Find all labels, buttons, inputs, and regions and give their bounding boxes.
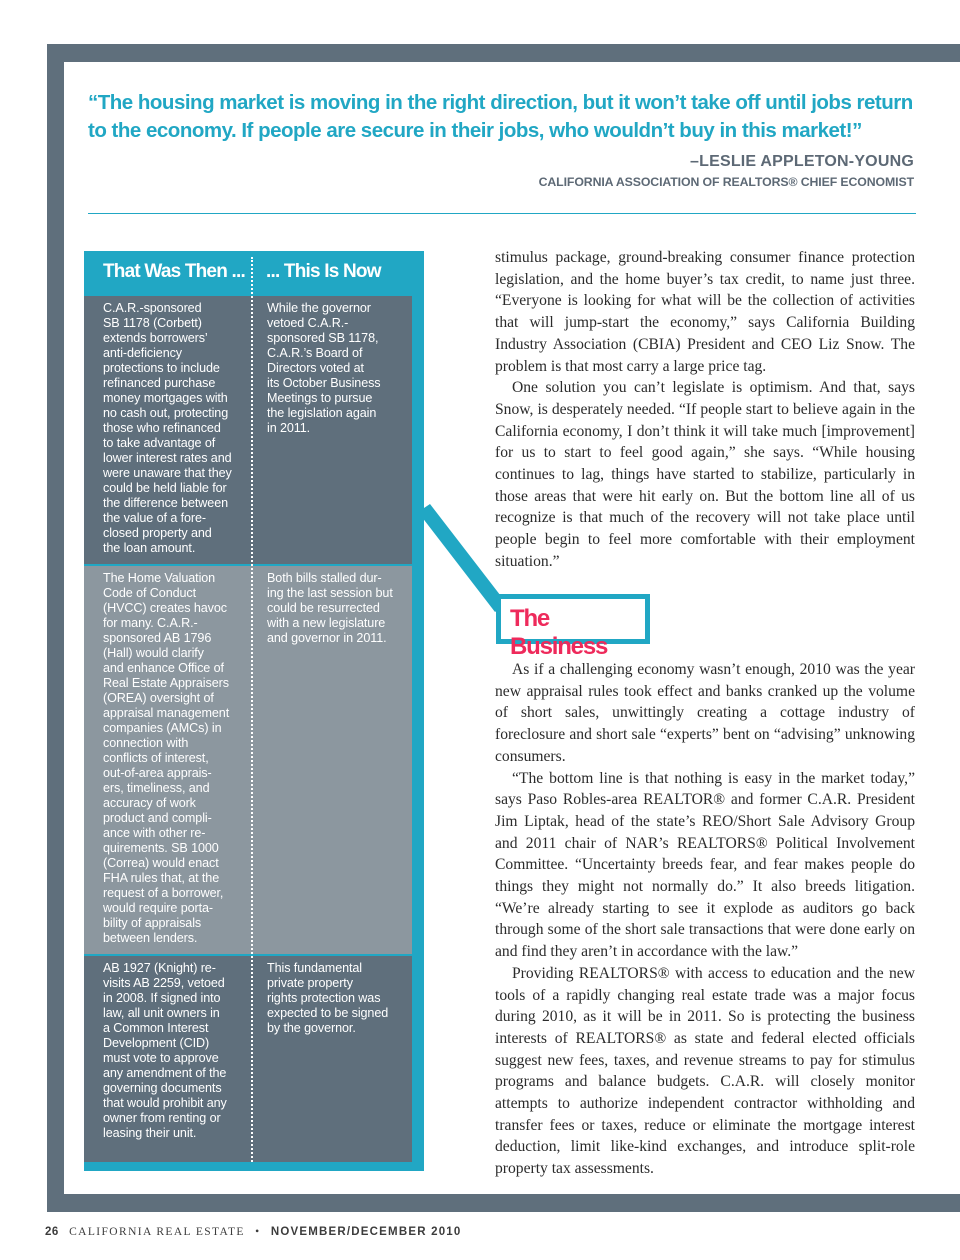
- footer-bullet: •: [255, 1226, 261, 1238]
- paragraph: stimulus package, ground-breaking consumer finance protection legislation, and the home buyer’s tax credit, to name just three. “Everyone is looking for what will be the collection of activities that will jump-start the economy,” says California Building Industry Association (CBIA) President and CEO Liz Snow. The problem is that most carry a large price tag.: [495, 249, 915, 375]
- paragraph: Providing REALTORS® with access to education and the new tools of a rapidly changing real estate trade was a major focus during 2010, as it will be in 2011. So is protecting the business interests of REALTORS® as state and federal elected officials suggest new fees, taxes, and revenue streams to pay for stimulus programs and balance budgets. C.A.R. will closely monitor attempts to authorize independent contractor withholding and transfer fees or taxes, reduce or eliminate the mortgage interest deduction, limit like-kind exchanges, and introduce split-role property tax assessments.: [495, 964, 915, 1178]
- section-heading-inner: [501, 599, 645, 660]
- section-title: The Business: [510, 605, 608, 660]
- cell-now: This fundamental private property rights protection was expected to be signed by the governor.: [267, 961, 389, 1035]
- quote-author-title: CALIFORNIA ASSOCIATION OF REALTORS® CHIEF ECONOMIST: [538, 175, 914, 189]
- quote-author: –LESLIE APPLETON-YOUNG: [690, 153, 914, 170]
- header-now: ... This Is Now: [266, 261, 381, 282]
- cell-now: While the governor vetoed C.A.R.- sponsored SB 1178, C.A.R.’s Board of Directors voted at its October Business Meetings to pursue the legislation again in 2011.: [267, 301, 381, 435]
- cell-then: C.A.R.-sponsored SB 1178 (Corbett) extends borrowers’ anti-deficiency protections to include refinanced purchase money mortgages with no cash out, protecting those who refinanced to take advantage of lower interest rates and were unaware that they could be held liable for the difference between the value of a fore- closed property and the loan amount.: [103, 301, 232, 555]
- paragraph: “The bottom line is that nothing is easy in the market today,” says Paso Robles-area REALTOR® and former C.A.R. President Jim Liptak, head of the state’s REO/Short Sale Advisory Group and 2011 chair of NAR’s REALTORS® Political Involvement Committee. “Uncertainty breeds fear, and fear makes people do things they might not normally do.” It also breeds litigation. “We’re already starting to see it explode as auditors go back through some of the short sale transactions that were done early on and find they aren’t in accordance with the law.”: [495, 769, 915, 961]
- magazine-name: CALIFORNIA REAL ESTATE: [69, 1226, 245, 1238]
- section-heading-box: [496, 594, 650, 660]
- header-then: That Was Then ...: [103, 261, 245, 282]
- cell-then: The Home Valuation Code of Conduct (HVCC) creates havoc for many. C.A.R.- sponsored AB 1796 (Hall) would clarify and enhance Office of Real Estate Appraisers (OREA) oversight of appraisal management companies (AMCs) in connection with conflicts of interest, out-of-area apprais- ers, timeliness, and accuracy of work product and compli- ance with other re- quirements. SB 1000 (Correa) would enact FHA rules that, at the request of a borrower, would require porta- bility of appraisals between lenders.: [103, 571, 230, 945]
- article-column-top: [495, 247, 915, 573]
- cell-now: Both bills stalled dur- ing the last session but could be resurrected with a new legislature and governor in 2011.: [267, 571, 393, 645]
- article-column-bottom: [495, 659, 915, 1180]
- page-footer: [45, 1226, 461, 1238]
- issue-date: NOVEMBER/DECEMBER 2010: [270, 1226, 462, 1238]
- cell-then: AB 1927 (Knight) re- visits AB 2259, vetoed in 2008. If signed into law, all unit owners in a Common Interest Development (CID) must vote to approve any amendment of the governing documents that would prohibit any owner from renting or leasing their unit.: [103, 961, 227, 1140]
- paragraph: One solution you can’t legislate is optimism. And that, says Snow, is desperately needed. “If people start to believe again in the California economy, I don’t think it will take much [improvement] for us to start to feel good again,” she says. “While housing continues to lag, things have started to stabilize, particularly in those areas that were hit early on. But the bottom line all of us recognize is that much of the recovery will not take place until people begin to feel more comfortable with their employment situation.”: [495, 379, 915, 570]
- paragraph: As if a challenging economy wasn’t enough, 2010 was the year new appraisal rules took effect and banks cranked up the volume of short sales, unwittingly creating a cottage industry of foreclosure and short sale “experts” bent on “advising” unknowing consumers.: [495, 661, 915, 765]
- page-number: 26: [45, 1226, 59, 1238]
- pull-quote: “The housing market is moving in the right direction, but it won’t take off until jobs return to the economy. If people are secure in their jobs, who wouldn’t buy in this market!”: [88, 91, 913, 142]
